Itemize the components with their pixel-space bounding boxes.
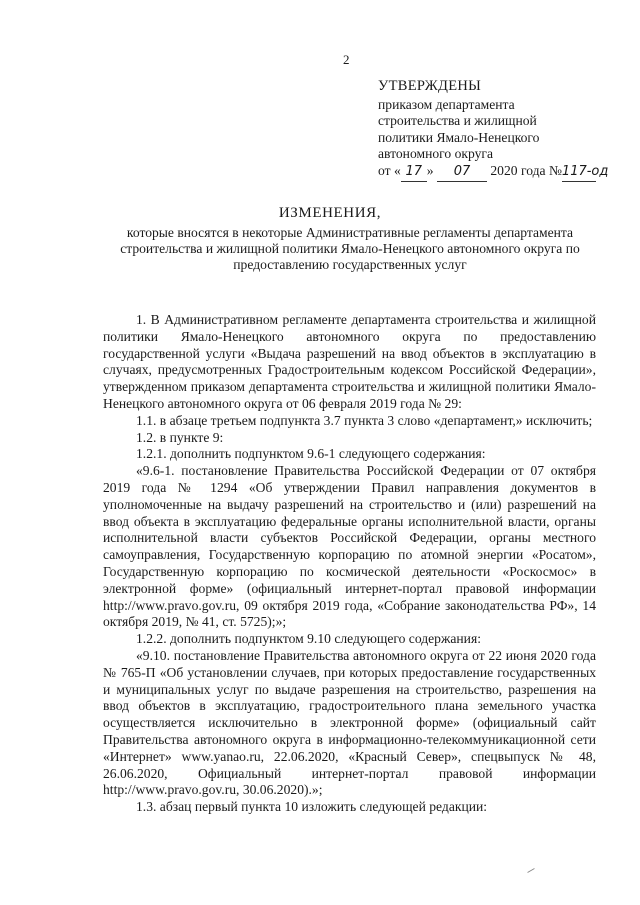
document-subtitle: которые вносятся в некоторые Административные регламенты департамента строительства и жилищной политики Ямало-Ненецкого автономного округа по предоставлению государственных услуг: [120, 225, 580, 272]
date-year: 2020 года №: [490, 162, 562, 178]
approval-date-line: [378, 163, 628, 182]
approval-line: политики Ямало-Ненецкого: [378, 129, 540, 145]
approval-line: автономного округа: [378, 146, 494, 162]
paragraph: «9.6-1. постановление Правительства Российской Федерации от 07 октября 2019 года № 1294 «Об утверждении Правил направления документов в уполномоченные на выдачу разрешений на строительство и (или) разрешений на ввод объекта в эксплуатацию федеральные органы исполнительной власти, органы исполнительной власти субъектов Российской Федерации, органы местного самоуправления, Государственную корпорацию по атомной энергии «Росатом», Государственную корпорацию по космической деятельности «Роскосмос» в электронной форме» (официальный интернет-портал правовой информации http://www.pravo.gov.ru, 09 октября 2019 года, «Собрание законодательства РФ», 14 октября 2019, № 41, ст. 5725);»;: [103, 463, 596, 630]
paragraph: 1. В Административном регламенте департамента строительства и жилищной политики Ямало-Ненецкого автономного округа по предоставлению государственной услуги «Выдача разрешений на ввод объектов в эксплуатацию в случаях, предусмотренных Градостроительным кодексом Российской Федерации», утвержденном приказом департамента строительства и жилищной политики Ямало-Ненецкого автономного округа от 06 февраля 2019 года № 29:: [103, 312, 596, 411]
approval-line: приказом департамента: [378, 96, 515, 112]
document-title: ИЗМЕНЕНИЯ,: [278, 205, 382, 221]
date-prefix: от «: [378, 162, 401, 178]
page-number: 2: [343, 52, 350, 67]
date-mid: »: [426, 162, 434, 178]
handwritten-day: 17: [401, 164, 427, 182]
paragraph: 1.2. в пункте 9:: [136, 429, 224, 445]
paragraph: «9.10. постановление Правительства автономного округа от 22 июня 2020 года № 765-П «Об установлении случаев, при которых предоставление государственных и муниципальных услуг по выдаче разрешения на строительство, разрешения на ввод объектов в эксплуатацию, градостроительного плана земельного участка осуществляется исключительно в электронной форме» (официальный сайт Правительства автономного округа в информационно-телекоммуникационной сети «Интернет» www.yanao.ru, 22.06.2020, «Красный Север», спецвыпуск № 48, 26.06.2020, Официальный интернет-портал правовой информации http://www.pravo.gov.ru, 30.06.2020).»;: [103, 647, 596, 798]
approval-title: УТВЕРЖДЕНЫ: [378, 78, 482, 94]
approval-line: строительства и жилищной: [378, 113, 537, 129]
paragraph: 1.2.2. дополнить подпунктом 9.10 следующего содержания:: [136, 631, 481, 647]
paragraph: 1.2.1. дополнить подпунктом 9.6-1 следующего содержания:: [136, 446, 486, 462]
scan-mark: [527, 868, 534, 873]
approval-block: [378, 78, 628, 182]
document-body: [103, 312, 596, 816]
paragraph: 1.3. абзац первый пункта 10 изложить следующей редакции:: [136, 799, 488, 815]
handwritten-order-number: 117-од: [562, 164, 596, 182]
paragraph: 1.1. в абзаце третьем подпункта 3.7 пункта 3 слово «департамент,» исключить;: [136, 412, 593, 428]
handwritten-month: 07: [437, 164, 487, 182]
